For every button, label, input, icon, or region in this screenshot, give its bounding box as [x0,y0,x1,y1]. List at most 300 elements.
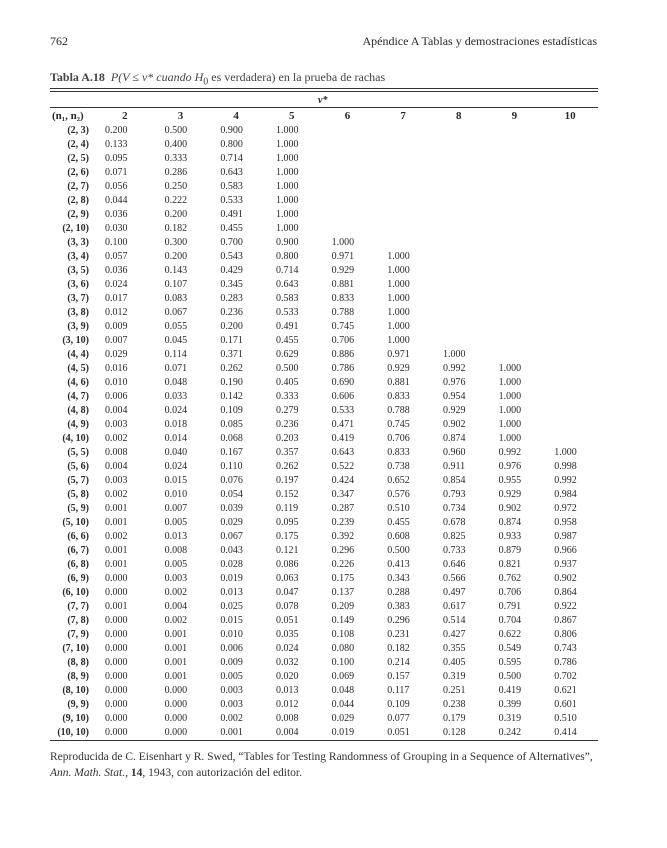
probability-cell: 0.543 [220,251,243,262]
probability-cell: 0.262 [275,461,299,472]
probability-cell: 0.068 [220,433,243,444]
footnote-separator: , [125,767,131,779]
probability-cell: 0.003 [105,475,128,486]
probability-cell: 0.000 [105,587,128,598]
probability-cell: 0.203 [275,433,299,444]
probability-cell: 0.013 [275,685,299,696]
probability-cell [542,376,598,390]
probability-cell: 0.762 [498,573,522,584]
probability-cell [487,250,543,264]
probability-cell: 0.343 [387,573,410,584]
probability-cell: 0.190 [220,377,243,388]
probability-cell: 0.047 [275,587,299,598]
probability-cell: 0.566 [442,573,466,584]
pair-cell: (4, 6) [67,377,89,388]
probability-cell: 0.296 [387,615,410,626]
table-row [50,222,598,236]
probability-cell: 0.033 [164,391,188,402]
table-row [50,404,598,418]
probability-cell: 1.000 [275,195,299,206]
probability-cell: 0.117 [387,685,410,696]
table-row [50,642,598,656]
probability-cell [487,278,543,292]
probability-cell: 0.606 [331,391,355,402]
probability-cell: 0.001 [164,643,188,654]
probability-cell: 0.000 [105,657,128,668]
probability-cell: 0.455 [220,223,243,234]
probability-cell: 0.002 [164,587,188,598]
probability-cell: 0.576 [387,489,410,500]
probability-cell [542,194,598,208]
probability-cell: 0.522 [331,461,355,472]
probability-cell: 0.287 [331,503,355,514]
probability-cell: 0.000 [105,685,128,696]
probability-cell [375,236,431,250]
pair-cell: (2, 3) [67,125,89,136]
footnote-volume: 14 [130,767,143,779]
probability-cell: 0.142 [220,391,243,402]
probability-cell: 0.076 [220,475,243,486]
probability-cell: 0.833 [387,391,410,402]
probability-cell: 0.000 [105,615,128,626]
probability-cell [431,124,487,138]
probability-cell: 0.262 [220,363,243,374]
probability-cell: 0.533 [275,307,299,318]
probability-cell: 0.013 [220,587,243,598]
probability-cell: 0.429 [220,265,243,276]
probability-cell [487,292,543,306]
probability-cell: 0.929 [442,405,466,416]
probability-cell: 0.601 [554,699,577,710]
column-header-row [50,108,598,124]
pair-cell: (2, 8) [67,195,89,206]
probability-cell: 0.019 [220,573,243,584]
probability-cell: 0.583 [275,293,299,304]
probability-cell [542,306,598,320]
probability-cell: 0.881 [331,279,355,290]
probability-cell: 0.000 [105,671,128,682]
probability-cell: 0.024 [275,643,299,654]
probability-cell: 0.002 [105,531,128,542]
probability-cell: 0.029 [331,713,355,724]
probability-cell: 0.004 [105,461,128,472]
probability-cell: 0.035 [275,629,299,640]
probability-cell [487,334,543,348]
probability-cell [431,278,487,292]
bottom-rule [50,740,598,741]
probability-cell: 0.643 [275,279,299,290]
probability-cell: 0.002 [105,433,128,444]
probability-cell: 0.286 [164,167,188,178]
pair-cell: (3, 8) [67,307,89,318]
probability-cell: 0.595 [498,657,522,668]
probability-cell [542,166,598,180]
probability-cell [487,152,543,166]
probability-cell: 0.791 [498,601,522,612]
probability-cell: 0.714 [220,153,243,164]
probability-cell [487,348,543,362]
table-body [50,124,598,740]
probability-cell: 0.007 [105,335,128,346]
probability-cell: 0.036 [105,265,128,276]
probability-cell: 0.040 [164,447,188,458]
table-row [50,656,598,670]
probability-cell [375,222,431,236]
probability-cell: 0.121 [275,545,299,556]
probability-cell: 1.000 [387,279,410,290]
probability-cell: 1.000 [498,433,522,444]
probability-cell: 0.583 [220,181,243,192]
probability-cell: 0.929 [498,489,522,500]
probability-cell: 0.100 [331,657,355,668]
probability-cell [542,180,598,194]
table-row [50,684,598,698]
table-row [50,558,598,572]
probability-cell: 1.000 [387,251,410,262]
probability-cell [375,166,431,180]
probability-cell: 0.086 [275,559,299,570]
probability-cell: 0.020 [275,671,299,682]
probability-cell: 0.984 [554,489,577,500]
probability-cell: 0.405 [275,377,299,388]
probability-cell [431,250,487,264]
probability-cell: 0.333 [275,391,299,402]
probability-cell: 0.051 [387,727,410,738]
probability-cell: 0.128 [442,727,466,738]
probability-cell: 0.622 [498,629,522,640]
pair-cell: (3, 10) [62,335,89,346]
probability-cell: 0.491 [275,321,299,332]
probability-cell: 1.000 [498,363,522,374]
probability-cell: 0.001 [164,657,188,668]
probability-cell: 0.003 [105,419,128,430]
probability-cell: 1.000 [331,237,355,248]
probability-cell: 0.825 [442,531,466,542]
probability-cell: 0.000 [164,685,188,696]
probability-cell: 1.000 [275,223,299,234]
probability-cell: 0.399 [498,699,522,710]
table-row [50,362,598,376]
probability-cell: 0.992 [442,363,466,374]
probability-cell: 0.881 [387,377,410,388]
probability-cell: 0.016 [105,363,128,374]
table-row [50,418,598,432]
probability-cell [431,138,487,152]
probability-cell: 0.024 [164,405,188,416]
probability-cell: 0.236 [220,307,243,318]
pair-cell: (2, 5) [67,153,89,164]
probability-cell: 0.009 [220,657,243,668]
probability-cell: 0.109 [387,699,410,710]
probability-cell: 0.992 [554,475,577,486]
probability-cell: 0.000 [105,573,128,584]
probability-cell: 0.167 [220,447,243,458]
pair-cell: (3, 7) [67,293,89,304]
column-header-9: 9 [511,110,518,122]
probability-cell: 0.345 [220,279,243,290]
probability-cell: 0.319 [498,713,522,724]
probability-cell: 1.000 [498,405,522,416]
probability-cell: 0.002 [220,713,243,724]
probability-cell: 0.003 [164,573,188,584]
probability-cell: 0.004 [164,601,188,612]
probability-cell: 0.175 [331,573,355,584]
probability-cell: 0.010 [164,489,188,500]
probability-cell: 0.000 [164,699,188,710]
probability-cell: 0.788 [331,307,355,318]
probability-cell: 0.833 [387,447,410,458]
probability-cell: 0.100 [105,237,128,248]
probability-cell: 0.107 [164,279,188,290]
probability-cell: 1.000 [498,419,522,430]
column-header-10: 10 [564,110,576,122]
table-row [50,376,598,390]
probability-cell: 0.071 [105,167,128,178]
probability-cell: 0.001 [105,545,128,556]
column-header-3: 3 [177,110,184,122]
pair-cell: (5, 8) [67,489,89,500]
probability-cell: 0.019 [331,727,355,738]
probability-cell: 0.004 [105,405,128,416]
probability-cell: 0.015 [164,475,188,486]
probability-cell: 0.001 [105,559,128,570]
probability-cell [487,306,543,320]
probability-cell: 0.296 [331,545,355,556]
column-header-7: 7 [400,110,406,122]
table-row [50,292,598,306]
probability-cell: 0.012 [105,307,128,318]
table-row [50,446,598,460]
probability-cell: 0.800 [275,251,299,262]
probability-cell [542,292,598,306]
pair-cell: (2, 10) [62,223,89,234]
probability-cell: 0.012 [275,699,299,710]
table-row [50,726,598,740]
probability-cell [375,138,431,152]
table-row [50,138,598,152]
probability-cell: 0.833 [331,293,355,304]
probability-cell: 0.056 [105,181,128,192]
probability-cell: 0.009 [105,321,128,332]
probability-cell: 1.000 [498,377,522,388]
probability-cell: 0.095 [275,517,299,528]
probability-cell: 0.414 [554,727,577,738]
probability-cell [320,138,376,152]
probability-cell: 0.054 [220,489,243,500]
probability-cell: 0.608 [387,531,410,542]
probability-cell: 0.008 [105,447,128,458]
table-row [50,586,598,600]
column-header-8: 8 [456,110,462,122]
probability-cell: 0.976 [442,377,466,388]
pair-cell: (9, 9) [67,699,89,710]
probability-cell [542,348,598,362]
caption-prefix: P(V ≤ v* cuando H [110,70,204,84]
probability-cell: 0.702 [554,671,577,682]
table-row [50,488,598,502]
table-row [50,698,598,712]
probability-cell: 0.714 [275,265,299,276]
probability-cell: 0.067 [164,307,188,318]
pair-cell: (2, 7) [67,181,89,192]
probability-cell: 1.000 [275,139,299,150]
probability-cell: 0.114 [164,349,187,360]
probability-cell: 0.652 [387,475,410,486]
probability-cell: 0.279 [275,405,299,416]
probability-cell: 0.922 [554,601,577,612]
data-table [50,108,598,740]
probability-cell: 0.966 [554,545,577,556]
probability-cell: 0.000 [105,699,128,710]
probability-cell: 0.001 [105,601,128,612]
probability-cell: 0.788 [387,405,410,416]
probability-cell: 0.002 [105,489,128,500]
probability-cell [375,208,431,222]
table-row [50,628,598,642]
probability-cell: 0.039 [220,503,243,514]
probability-cell: 0.617 [442,601,466,612]
table-row [50,348,598,362]
probability-cell: 0.549 [498,643,522,654]
probability-cell: 0.000 [164,713,188,724]
probability-cell: 0.955 [498,475,522,486]
probability-cell: 0.706 [331,335,355,346]
probability-cell: 0.900 [220,125,243,136]
probability-cell: 0.045 [164,335,188,346]
top-rule [50,88,598,89]
table-row [50,572,598,586]
probability-cell: 0.867 [554,615,577,626]
probability-cell [320,208,376,222]
probability-cell [431,194,487,208]
probability-cell: 0.001 [105,517,128,528]
probability-cell: 0.000 [164,727,188,738]
probability-cell: 0.119 [275,503,299,514]
probability-cell [487,180,543,194]
table-row [50,306,598,320]
table-caption [50,70,385,87]
probability-cell: 0.069 [331,671,355,682]
pair-cell: (3, 4) [67,251,89,262]
probability-cell: 0.077 [387,713,410,724]
probability-cell [542,390,598,404]
caption-suffix: es verdadera) en la prueba de rachas [208,70,386,84]
probability-cell: 0.514 [442,615,466,626]
probability-cell: 0.001 [164,671,188,682]
probability-cell: 0.500 [275,363,299,374]
super-header [50,92,598,107]
table-label: Tabla A.18 [50,70,105,84]
probability-cell: 0.371 [220,349,243,360]
probability-cell [320,180,376,194]
pair-cell: (4, 5) [67,363,89,374]
probability-cell: 1.000 [387,307,410,318]
probability-cell: 1.000 [387,265,410,276]
probability-cell: 0.000 [105,713,128,724]
probability-cell: 0.226 [331,559,355,570]
probability-cell [431,292,487,306]
probability-cell: 0.427 [442,629,466,640]
probability-cell: 1.000 [275,153,299,164]
pair-cell: (2, 4) [67,139,89,150]
probability-cell: 0.007 [164,503,188,514]
probability-cell [487,138,543,152]
probability-cell: 0.197 [275,475,299,486]
probability-cell [320,222,376,236]
probability-cell [542,334,598,348]
probability-cell [487,208,543,222]
probability-cell: 0.471 [331,419,355,430]
probability-cell: 0.242 [498,727,522,738]
probability-cell: 0.137 [331,587,355,598]
probability-cell: 0.413 [387,559,410,570]
probability-cell: 0.706 [387,433,410,444]
probability-cell: 0.001 [105,503,128,514]
probability-cell: 0.629 [275,349,299,360]
column-header-6: 6 [344,110,351,122]
probability-cell: 1.000 [387,335,410,346]
pair-cell: (4, 10) [62,433,89,444]
probability-cell: 1.000 [275,209,299,220]
probability-cell [431,264,487,278]
probability-cell: 0.005 [220,671,243,682]
probability-cell: 0.902 [554,573,577,584]
probability-cell: 0.149 [331,615,355,626]
probability-cell: 0.006 [220,643,243,654]
probability-cell: 0.110 [220,461,243,472]
probability-cell [487,320,543,334]
probability-cell [542,236,598,250]
probability-cell: 0.643 [220,167,243,178]
probability-cell: 0.044 [331,699,355,710]
probability-cell: 0.500 [387,545,410,556]
probability-cell: 0.700 [220,237,243,248]
table-row [50,460,598,474]
pair-cell: (3, 5) [67,265,89,276]
probability-cell: 0.992 [498,447,522,458]
probability-cell: 0.044 [105,195,128,206]
probability-cell [487,166,543,180]
probability-cell: 0.886 [331,349,355,360]
probability-cell [431,334,487,348]
probability-cell: 0.005 [164,559,188,570]
probability-cell: 0.014 [164,433,188,444]
pair-cell: (6, 8) [67,559,89,570]
probability-cell: 0.874 [498,517,522,528]
probability-cell: 0.533 [220,195,243,206]
probability-cell: 0.933 [498,531,522,542]
source-footnote [50,749,598,781]
probability-cell: 0.745 [387,419,410,430]
probability-cell: 0.383 [387,601,410,612]
probability-cell: 0.646 [442,559,466,570]
probability-cell: 0.333 [164,153,188,164]
probability-cell: 0.200 [164,251,188,262]
probability-cell: 0.500 [164,125,188,136]
table-row [50,166,598,180]
running-head: Apéndice A Tablas y demostraciones estadísticas [362,34,597,48]
pair-cell: (7, 7) [67,601,89,612]
probability-cell [542,138,598,152]
probability-cell: 0.015 [220,615,243,626]
probability-cell: 0.231 [387,629,410,640]
probability-cell: 0.971 [387,349,410,360]
probability-cell [487,222,543,236]
pair-cell: (5, 9) [67,503,89,514]
probability-cell: 0.000 [105,629,128,640]
probability-cell [542,320,598,334]
page-number: 762 [50,34,68,48]
